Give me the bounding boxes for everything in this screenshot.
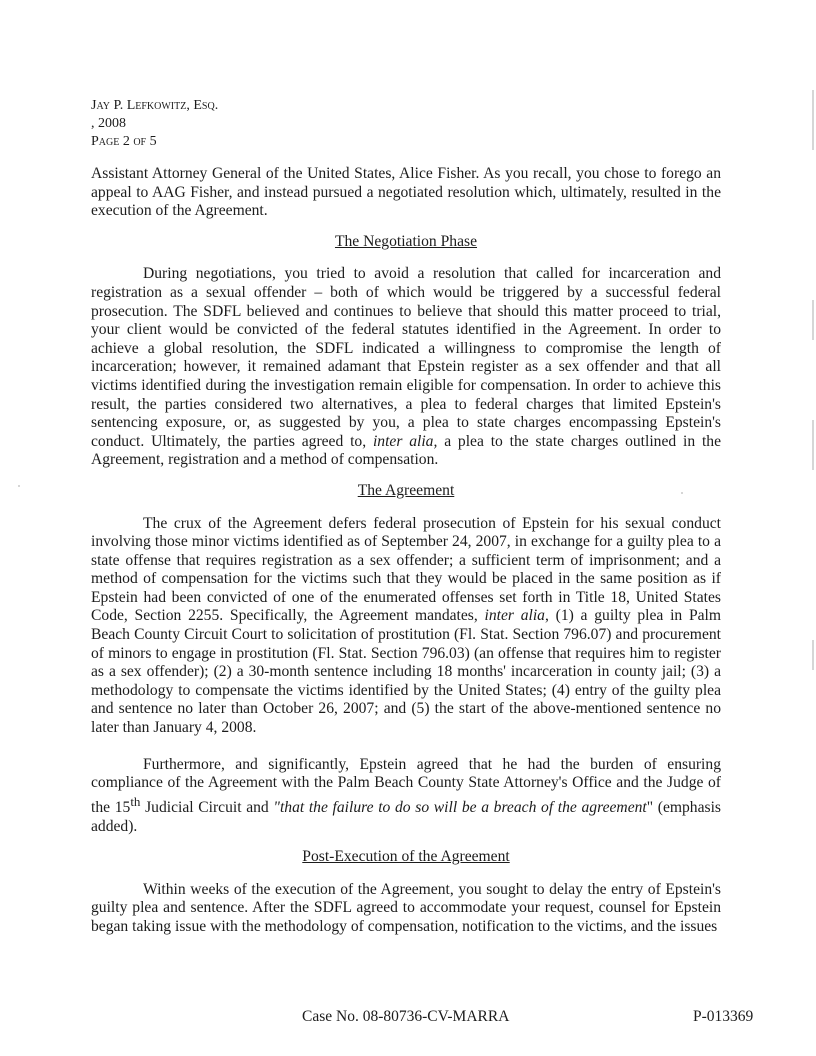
paragraph-negotiation-italic: inter alia, <box>372 432 438 450</box>
addressee-name: Jay P. Lefkowitz, Esq. <box>91 98 219 113</box>
paragraph-compliance <box>91 756 721 837</box>
paragraph-compliance-text-c: " (emphasis added). <box>91 799 721 835</box>
paragraph-intro: Assistant Attorney General of the United States, Alice Fisher. As you recall, you chose to forego an appeal to AAG Fisher, and instead pursued a negotiated resolution which, ultimately, resulted in the execution of the Agreement. <box>91 165 721 220</box>
paragraph-agreement-text-a: The crux of the Agreement defers federal prosecution of Epstein for his sexual conduct involving those minor victims identified as of September 24, 2007, in exchange for a guilty plea to a state offense that requires registration as a sex offender; a sufficient term of imprisonment; and a method of compensation for the victims such that they would be placed in the same position as if Epstein had been convicted of one of the enumerated offenses set forth in Title 18, United States Code, Section 2255. Specifically, the Agreement mandates, <box>91 514 721 625</box>
paragraph-negotiation-text-a: During negotiations, you tried to avoid a resolution that called for incarceration and registration as a sexual offender – both of which would be triggered by a successful federal prosecution. The SDFL believed and continues to believe that should this matter proceed to trial, your client would be convicted of the federal statutes identified in the Agreement. In order to achieve a global resolution, the SDFL indicated a willingness to compromise the length of incarceration; however, it remained adamant that Epstein register as a sex offender and that all victims identified during the investigation remain eligible for compensation. In order to achieve this result, the parties considered two alternatives, a plea to federal charges that limited Epstein's sentencing exposure, or, as suggested by you, a plea to state charges encompassing Epstein's conduct. Ultimately, the parties agreed to, <box>91 265 721 450</box>
section-heading-post-execution: Post-Execution of the Agreement <box>302 848 510 866</box>
paragraph-agreement-text-b: , (1) a guilty plea in Palm Beach County Circuit Court to solicitation of prostitution (Fl. Stat. Section 796.07) and procurement of minors to engage in prostitution (Fl. Stat. Section 796.03) (an offense that requires him to register as a sex offender); (2) a 30-month sentence including 18 months' incarceration in county jail; (3) a methodology to compensate the victims identified by the United States; (4) entry of the guilty plea and sentence no later than October 26, 2007; and (5) the start of the above-mentioned sentence no later than January 4, 2008. <box>91 607 722 737</box>
paragraph-compliance-quote: "that the failure to do so will be a breach of the agreement <box>273 799 647 816</box>
section-heading-negotiation: The Negotiation Phase <box>334 232 478 250</box>
paragraph-negotiation <box>91 265 721 470</box>
page-indicator: Page 2 of 5 <box>91 134 157 149</box>
scan-artifact <box>812 300 814 340</box>
scan-speck <box>681 492 683 494</box>
paragraph-negotiation-text-b: a plea to the state charges outlined in the Agreement, registration and a method of compensation. <box>91 432 721 469</box>
paragraph-agreement <box>91 515 721 738</box>
letter-body <box>91 165 721 937</box>
bates-number: P-013369 <box>693 1008 754 1025</box>
ordinal-suffix: th <box>130 793 141 809</box>
scan-speck <box>18 485 20 487</box>
paragraph-post-execution: Within weeks of the execution of the Agreement, you sought to delay the entry of Epstein's guilty plea and sentence. After the SDFL agreed to accommodate your request, counsel for Epstein began taking issue with the methodology of compensation, notification to the victims, and the issues <box>91 880 721 935</box>
paragraph-compliance-text-b: Judicial Circuit and <box>140 799 274 816</box>
paragraph-agreement-italic: inter alia <box>484 607 545 625</box>
paragraph-compliance-text-a: Furthermore, and significantly, Epstein agreed that he had the burden of ensuring compliance of the Agreement with the Palm Beach County State Attorney's Office and the Judge of the 15 <box>91 755 721 816</box>
section-heading-agreement: The Agreement <box>357 481 455 499</box>
scan-artifact <box>812 420 814 470</box>
letter-header <box>91 97 218 151</box>
case-number: Case No. 08-80736-CV-MARRA <box>302 1008 510 1025</box>
letter-date: , 2008 <box>91 116 126 131</box>
scan-artifact <box>812 640 814 670</box>
scan-artifact <box>812 90 814 150</box>
